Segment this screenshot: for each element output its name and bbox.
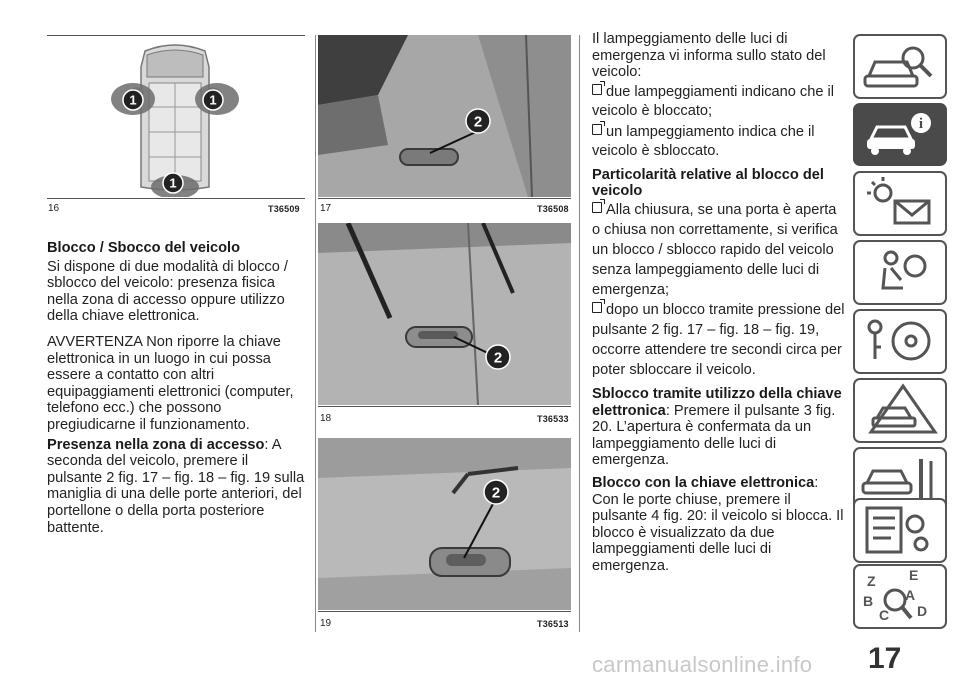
unlock-paragraph [592,386,848,469]
bullet-door-open-text: Alla chiusura, se una porta è aperta o chiusa non correttamente, si verifica un blocco / sblocco rapido del veicolo senza lampeggiamento delle luci di emergenza; [592,201,838,298]
callout-2-fig19 [482,478,510,506]
tab-car-inspection[interactable] [853,34,947,99]
figure-19-rule [318,611,571,612]
tab-safety[interactable] [853,240,947,305]
lock-text: : Con le porte chiuse, premere il pulsante 4 fig. 20: il veicolo si blocca. Il blocco è visualizzato da due lampeggiamenti delle luci di emergenza. [592,474,844,574]
callout-2-fig18 [484,343,512,371]
svg-text:2: 2 [491,484,501,502]
page-number: 17 [868,642,902,675]
svg-text:1: 1 [209,92,217,108]
bullet-door-open [592,200,848,300]
bullet-icon [592,84,602,95]
unlock-heading: Sblocco tramite utilizzo della chiave elettronica [592,385,842,419]
svg-text:i: i [918,116,924,132]
figure-16-code: T36509 [268,204,300,214]
column-3-text [592,31,848,575]
figure-17-number: 17 [320,203,332,214]
car-info-icon [855,105,945,164]
bullet-icon [592,202,602,213]
figure-17-door-handle [318,35,571,197]
svg-text:E: E [909,567,919,583]
svg-text:1: 1 [129,92,137,108]
figure-18-rule [318,406,571,407]
figure-16-rule [47,198,305,199]
figure-16-number: 16 [48,203,60,214]
intro-paragraph: Si dispone di due modalità di blocco / sblocco del veicolo: presenza fisica nella zona di accesso oppure utilizzo della chiave elettronica. [47,258,288,325]
callout-2-fig17 [464,107,492,135]
bullet-wait-text: dopo un blocco tramite pressione del pulsante 2 fig. 17 – fig. 18 – fig. 19, occorre attendere tre secondi circa per poter sbloccare il veicolo. [592,301,845,378]
presence-text: : A seconda del veicolo, premere il pulsante 2 fig. 17 – fig. 18 – fig. 19 sulla maniglia di una delle porte anteriori, del portellone o della porta posteriore battente. [47,436,305,536]
lock-paragraph [592,475,848,575]
bullet-unlocked [592,123,848,161]
bullet-wait [592,300,848,380]
warning-lights-message-icon [855,173,945,234]
car-magnifier-icon [855,36,945,97]
figure-19-code: T36513 [537,619,569,629]
presence-heading: Presenza nella zona di accesso [47,436,265,453]
svg-text:B: B [863,593,874,609]
figure-18-number: 18 [320,413,332,424]
callout-1-left [122,89,144,111]
presence-paragraph [47,437,307,537]
car-warning-triangle-icon [855,380,945,441]
svg-text:D: D [917,603,928,619]
tab-warning-lights[interactable] [853,171,947,236]
column-1-text [47,240,307,536]
figure-17-rule [318,198,571,199]
section-title: Blocco / Sbocco del veicolo [47,240,241,256]
figure-18-door-handle [318,223,571,405]
checklist-gears-icon [855,500,945,561]
lock-heading: Blocco con la chiave elettronica [592,474,815,491]
watermark: carmanualsonline.info [592,652,813,677]
svg-text:2: 2 [493,349,503,367]
callout-1-right [202,89,224,111]
top-rule [47,35,305,36]
column-divider-right [579,35,580,632]
figure-16-van-top-view [47,37,305,197]
special-heading: Particolarità relative al blocco del veicolo [592,166,824,200]
column-divider-left [315,35,316,632]
key-steering-wheel-icon [855,311,945,372]
bullet-locked [592,83,848,121]
bullet-unlocked-text: un lampeggiamento indica che il veicolo è sbloccato. [592,123,815,159]
tab-technical-data[interactable] [853,498,947,563]
svg-text:Z: Z [867,573,876,589]
tab-starting-driving[interactable] [853,309,947,374]
alphabet-index-icon [855,566,945,627]
warning-paragraph: AVVERTENZA Non riporre la chiave elettronica in un luogo in cui possa essere a contatto con altri equipaggiamenti elettronici (computer, telefono ecc.) che possono pregiudicarne il funzionamento. [47,333,294,433]
tab-index[interactable] [853,564,947,629]
tab-car-info[interactable] [853,103,947,166]
svg-text:2: 2 [473,113,483,131]
status-intro: Il lampeggiamento delle luci di emergenza vi informa sullo stato del veicolo: [592,31,826,81]
figure-19-number: 19 [320,618,332,629]
figure-17-code: T36508 [537,204,569,214]
bullet-icon [592,124,602,135]
svg-text:C: C [879,607,890,623]
bullet-locked-text: due lampeggiamenti indicano che il veicolo è bloccato; [592,83,834,119]
unlock-text: : Premere il pulsante 3 fig. 20. L’apertura è confermata da un lampeggiamento delle luci di emergenza. [592,402,836,469]
svg-text:A: A [905,587,916,603]
svg-text:1: 1 [169,175,177,191]
figure-19-rear-door-handle [318,438,571,610]
figure-18-code: T36533 [537,414,569,424]
tab-emergency[interactable] [853,378,947,443]
airbag-seat-icon [855,242,945,303]
bullet-icon [592,302,602,313]
callout-1-rear [162,172,184,194]
